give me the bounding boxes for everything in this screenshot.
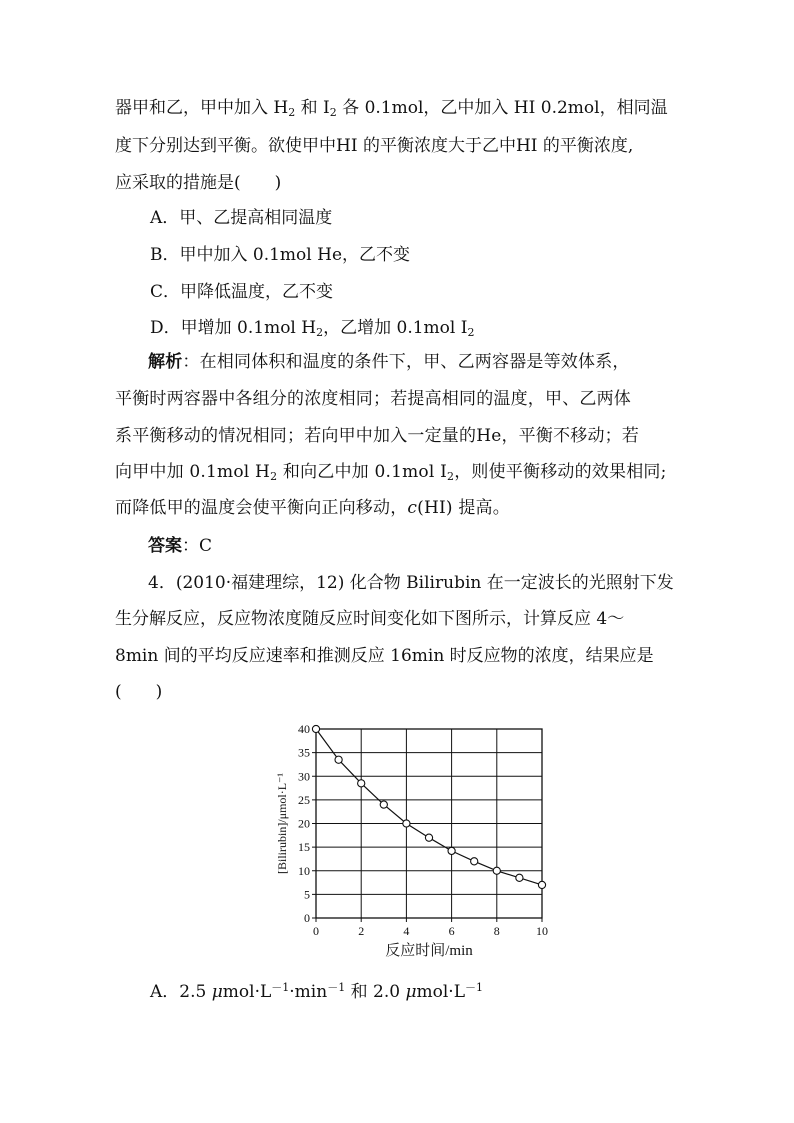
text-span: A．2.5 <box>150 982 212 1002</box>
analysis-line-3: 系平衡移动的情况相同；若向甲中加入一定量的He，平衡不移动；若 <box>115 426 640 446</box>
data-point <box>471 858 478 865</box>
subscript: 2 <box>467 326 475 339</box>
text-span: ·min <box>289 982 328 1002</box>
data-point <box>448 847 455 854</box>
x-tick-label: 2 <box>358 924 365 938</box>
subscript: 2 <box>288 106 296 119</box>
y-tick-label: 25 <box>298 792 310 807</box>
text-span: 器甲和乙，甲中加入 H <box>115 98 289 118</box>
analysis-label: 解析 <box>148 352 183 372</box>
mu-symbol: μ <box>211 982 223 1002</box>
answer-value: ：C <box>182 536 213 556</box>
text-span: 各 0.1mol，乙中加入 HI 0.2mol，相同温 <box>336 98 668 118</box>
option-c: C．甲降低温度，乙不变 <box>150 282 334 302</box>
text-span: ，则使平衡移动的效果相同; <box>454 462 667 482</box>
analysis-line-1 <box>148 352 728 372</box>
x-tick-label: 4 <box>403 924 410 938</box>
text-span: 向甲中加 0.1mol H <box>115 462 271 482</box>
question-line-3: 应采取的措施是( ) <box>115 173 282 193</box>
analysis-line-4 <box>115 462 695 482</box>
analysis-line-2: 平衡时两容器中各组分的浓度相同；若提高相同的温度，甲、乙两体 <box>115 389 631 409</box>
data-point <box>335 756 342 763</box>
x-axis-label: 反应时间/min <box>385 943 473 959</box>
y-tick-label: 20 <box>298 816 310 831</box>
text-span: (HI) 提高。 <box>417 498 510 518</box>
y-tick-label: 15 <box>298 840 310 855</box>
text-span: 和 I <box>295 98 330 118</box>
superscript: －1 <box>271 981 290 994</box>
data-point <box>403 820 410 827</box>
text-span: 和 2.0 <box>345 982 406 1002</box>
mu-symbol: μ <box>405 982 417 1002</box>
data-point <box>312 725 319 732</box>
x-tick-label: 0 <box>313 924 319 938</box>
data-point <box>380 801 387 808</box>
bilirubin-chart <box>270 718 560 963</box>
question-line-1 <box>115 98 695 118</box>
y-tick-label: 30 <box>298 769 310 784</box>
q4-option-a <box>150 982 730 1002</box>
x-tick-label: 8 <box>493 924 500 938</box>
x-tick-label: 6 <box>448 924 455 938</box>
option-d <box>150 318 730 338</box>
text-span: 而降低甲的温度会使平衡向正向移动， <box>115 498 408 518</box>
q4-line-4: ( ) <box>115 682 163 702</box>
option-b: B．甲中加入 0.1mol He，乙不变 <box>150 245 411 265</box>
text-span: c <box>407 498 418 518</box>
question-line-2: 度下分别达到平衡。欲使甲中HI 的平衡浓度大于乙中HI 的平衡浓度, <box>115 136 634 156</box>
series-layer <box>312 725 545 888</box>
q4-line-2: 生分解反应，反应物浓度随反应时间变化如下图所示，计算反应 4～ <box>115 609 625 629</box>
text-span: D．甲增加 0.1mol H <box>150 318 317 338</box>
y-tick-label: 40 <box>298 722 310 736</box>
subscript: 2 <box>316 326 324 339</box>
text-span: ，乙增加 0.1mol I <box>323 318 468 338</box>
subscript: 2 <box>447 470 455 483</box>
answer-label: 答案 <box>148 536 182 556</box>
superscript: －1 <box>327 981 346 994</box>
answer-line <box>148 536 728 556</box>
q4-line-1: 4．(2010·福建理综，12) 化合物 Bilirubin 在一定波长的光照射下发 <box>148 573 674 593</box>
axis-layer <box>312 729 542 922</box>
text-span: ：在相同体积和温度的条件下，甲、乙两容器是等效体系， <box>182 352 630 372</box>
y-tick-label: 35 <box>298 745 310 760</box>
data-point <box>425 834 432 841</box>
y-tick-label: 10 <box>298 863 310 878</box>
text-span: 和向乙中加 0.1mol I <box>277 462 448 482</box>
data-point <box>516 874 523 881</box>
data-point <box>493 867 500 874</box>
q4-line-3: 8min 间的平均反应速率和推测反应 16min 时反应物的浓度，结果应是 <box>115 646 654 666</box>
subscript: 2 <box>329 106 337 119</box>
grid-layer <box>316 729 542 918</box>
y-axis-label: [Bilirubin]/μmol·L⁻¹ <box>275 772 289 875</box>
text-span: mol·L <box>416 982 466 1002</box>
data-point <box>358 780 365 787</box>
option-a: A．甲、乙提高相同温度 <box>150 208 333 228</box>
analysis-line-5 <box>115 498 695 518</box>
y-tick-label: 0 <box>304 911 310 925</box>
data-point <box>538 881 545 888</box>
text-span: mol·L <box>222 982 272 1002</box>
x-tick-label: 10 <box>536 924 548 938</box>
subscript: 2 <box>270 470 278 483</box>
superscript: －1 <box>465 981 484 994</box>
y-tick-label: 5 <box>304 887 310 902</box>
